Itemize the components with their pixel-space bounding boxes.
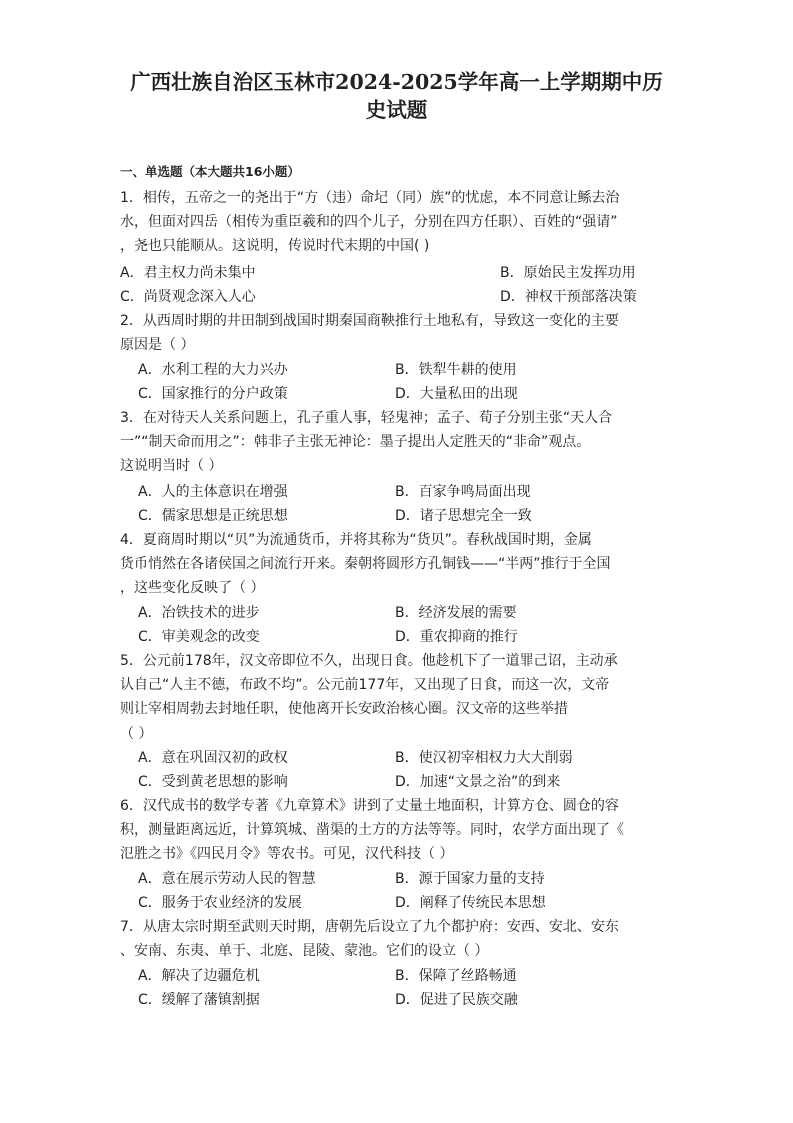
question-5-option-b[interactable]: B．使汉初宰相权力大大削弱 [395, 750, 573, 766]
question-text-line: 5．公元前178年，汉文帝即位不久，出现日食。他趁机下了一道罪己诏，主动承 [120, 653, 618, 669]
question-7-option-b[interactable]: B．保障了丝路畅通 [395, 968, 517, 984]
question-5-stem [120, 649, 672, 746]
question-2-option-a[interactable]: A．水利工程的大力兴办 [138, 362, 288, 378]
question-3-option-b[interactable]: B．百家争鸣局面出现 [395, 484, 531, 500]
question-text-line: 一”“制天命而用之”：韩非子主张无神论：墨子提出人定胜天的“非命”观点。 [120, 434, 591, 451]
question-text-line: 氾胜之书》《四民月令》等农书。可见，汉代科技（ ） [120, 846, 454, 863]
section-heading: 一、单选题（本大题共16小题） [120, 164, 300, 179]
question-1-option-d[interactable]: D．神权干预部落决策 [500, 289, 637, 305]
question-1-option-a[interactable]: A．君主权力尚未集中 [120, 265, 256, 281]
question-text-line: ，尧也只能顺从。这说明，传说时代末期的中国( ) [120, 238, 430, 255]
question-6-option-b[interactable]: B．源于国家力量的支持 [395, 871, 545, 887]
question-2-option-b[interactable]: B．铁犁牛耕的使用 [395, 362, 517, 378]
question-6-option-d[interactable]: D．阐释了传统民本思想 [395, 895, 546, 911]
question-7-stem [120, 915, 672, 963]
question-1-stem [120, 186, 672, 259]
question-text-line: 积，测量距离远近，计算筑城、凿渠的土方的方法等等。同时，农学方面出现了《 [120, 822, 624, 839]
question-2-option-d[interactable]: D．大量私田的出现 [395, 386, 518, 402]
question-1-option-b[interactable]: B．原始民主发挥功用 [500, 265, 636, 281]
question-5-option-d[interactable]: D．加速“文景之治”的到来 [395, 774, 561, 790]
question-text-line: 原因是（ ） [120, 337, 195, 354]
question-text-line: 货币悄然在各诸侯国之间流行开来。秦朝将圆形方孔铜钱——“半两”推行于全国 [120, 556, 611, 573]
question-5-option-c[interactable]: C．受到黄老思想的影响 [138, 774, 288, 790]
question-text-line: 6．汉代成书的数学专著《九章算术》讲到了丈量土地面积，计算方仓、圆仓的容 [120, 798, 619, 814]
question-7-option-c[interactable]: C．缓解了藩镇割据 [138, 992, 260, 1008]
question-text-line: 水，但面对四岳（相传为重臣羲和的四个儿子，分别在四方任职）、百姓的“强请” [120, 214, 618, 231]
title-line-1: 广西壮族自治区玉林市2024-2025学年高一上学期期中历 [130, 70, 663, 94]
question-6-option-a[interactable]: A．意在展示劳动人民的智慧 [138, 871, 316, 887]
question-5-option-a[interactable]: A．意在巩固汉初的政权 [138, 750, 288, 766]
question-7-option-a[interactable]: A．解决了边疆危机 [138, 968, 260, 984]
question-4-option-d[interactable]: D．重农抑商的推行 [395, 629, 518, 645]
question-text-line: 这说明当时（ ） [120, 458, 223, 475]
page-title [100, 68, 693, 124]
question-1-option-c[interactable]: C．尚贤观念深入人心 [120, 289, 256, 305]
question-text-line: 2．从西周时期的井田制到战国时期秦国商鞅推行土地私有，导致这一变化的主要 [120, 313, 619, 329]
title-line-2: 史试题 [365, 98, 428, 122]
question-text-line: 4．夏商周时期以“贝”为流通货币，并将其称为“货贝”。春秋战国时期，金属 [120, 532, 592, 548]
question-text-line: 7．从唐太宗时期至武则天时期，唐朝先后设立了九个都护府：安西、安北、安东 [120, 919, 619, 935]
question-3-option-c[interactable]: C．儒家思想是正统思想 [138, 508, 288, 524]
question-7-option-d[interactable]: D．促进了民族交融 [395, 992, 518, 1008]
question-text-line: 1．相传，五帝之一的尧出于“方（违）命圮（同）族”的忧虑，本不同意让鲧去治 [120, 190, 620, 206]
question-text-line: （ ） [120, 725, 153, 742]
question-text-line: 认自己“人主不德，布政不均”。公元前177年，又出现了日食，而这一次，文帝 [120, 677, 610, 694]
question-2-stem [120, 309, 672, 357]
question-3-stem [120, 406, 672, 479]
question-text-line: 、安南、东夷、单于、北庭、昆陵、蒙池。它们的设立（ ） [120, 943, 489, 960]
question-3-option-a[interactable]: A．人的主体意识在增强 [138, 484, 288, 500]
question-4-option-c[interactable]: C．审美观念的改变 [138, 629, 260, 645]
question-3-option-d[interactable]: D．诸子思想完全一致 [395, 508, 532, 524]
question-text-line: 3．在对待天人关系问题上，孔子重人事，轻鬼神；孟子、荀子分别主张“天人合 [120, 410, 613, 426]
question-4-option-b[interactable]: B．经济发展的需要 [395, 605, 517, 621]
question-6-stem [120, 794, 672, 867]
question-4-stem [120, 528, 672, 601]
question-4-option-a[interactable]: A．冶铁技术的进步 [138, 605, 260, 621]
question-6-option-c[interactable]: C．服务于农业经济的发展 [138, 895, 302, 911]
question-text-line: 则让宰相周勃去封地任职，使他离开长安政治核心圈。汉文帝的这些举措 [120, 701, 568, 718]
question-text-line: ，这些变化反映了（ ） [120, 580, 265, 597]
question-2-option-c[interactable]: C．国家推行的分户政策 [138, 386, 288, 402]
